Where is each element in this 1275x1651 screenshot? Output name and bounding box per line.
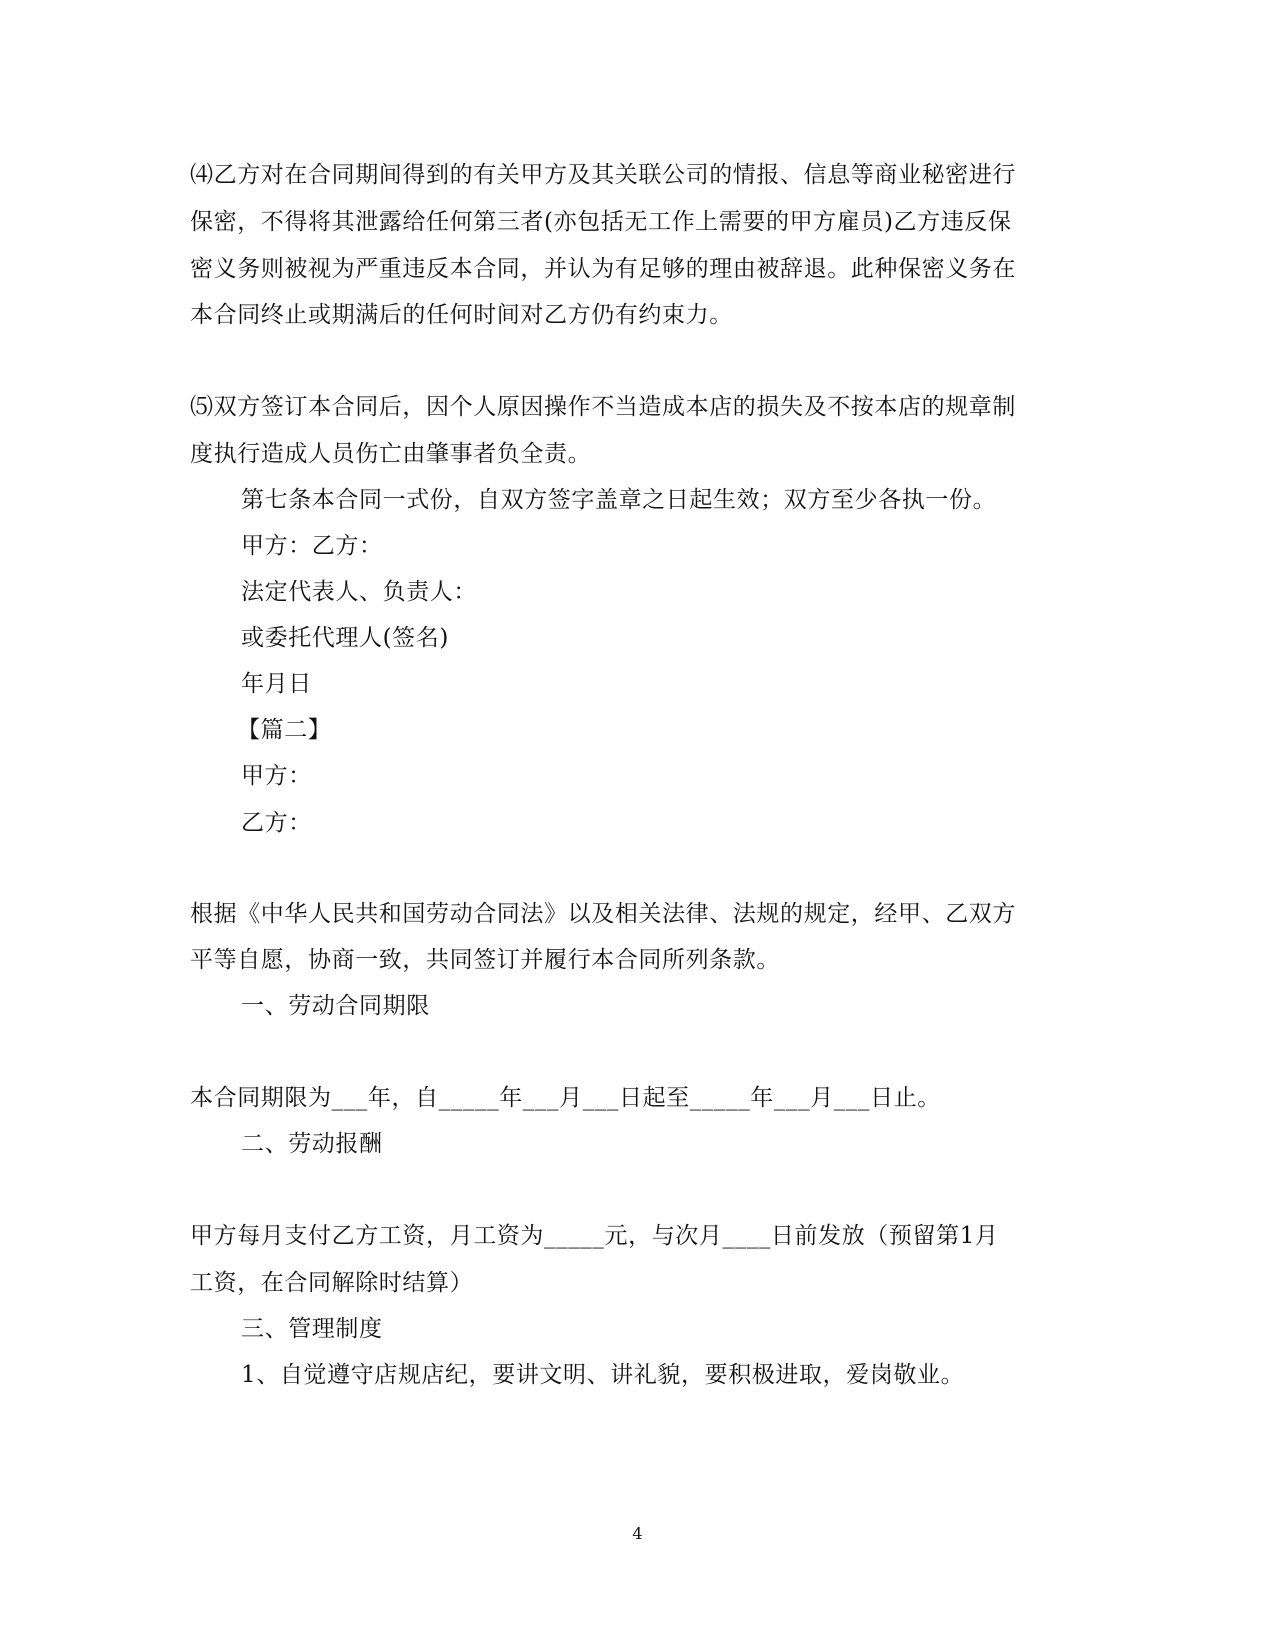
remuneration-heading: 二、劳动报酬 [241, 1131, 383, 1157]
clause-5-line-2: 度执行造成人员伤亡由肇事者负全责。 [190, 441, 592, 467]
clause-4-line-1: ⑷乙方对在合同期间得到的有关甲方及其关联公司的情报、信息等商业秘密进行 [190, 162, 1016, 188]
preamble-line-1: 根据《中华人民共和国劳动合同法》以及相关法律、法规的规定，经甲、乙双方 [190, 901, 1016, 927]
preamble-line-2: 平等自愿，协商一致，共同签订并履行本合同所列条款。 [190, 947, 780, 973]
legal-representative-line: 法定代表人、负责人： [241, 579, 477, 605]
parties-signature-line: 甲方：乙方： [241, 533, 383, 559]
page-number: 4 [632, 1524, 643, 1543]
date-line: 年月日 [241, 671, 312, 697]
party-a-line: 甲方： [241, 763, 312, 789]
management-heading: 三、管理制度 [241, 1316, 383, 1342]
remuneration-line-2: 工资，在合同解除时结算） [190, 1270, 474, 1296]
party-b-line: 乙方： [241, 810, 312, 836]
clause-4-line-3: 密义务则被视为严重违反本合同，并认为有足够的理由被辞退。此种保密义务在 [190, 256, 1016, 282]
clause-5-line-1: ⑸双方签订本合同后，因个人原因操作不当造成本店的损失及不按本店的规章制 [190, 394, 1016, 420]
remuneration-line-1: 甲方每月支付乙方工资，月工资为_____元，与次月____日前发放（预留第1月 [190, 1223, 999, 1249]
clause-4-line-2: 保密，不得将其泄露给任何第三者(亦包括无工作上需要的甲方雇员)乙方违反保 [190, 209, 1012, 235]
article-7: 第七条本合同一式份，自双方签字盖章之日起生效；双方至少各执一份。 [241, 487, 997, 513]
authorized-agent-line: 或委托代理人(签名) [241, 625, 449, 651]
management-rule-1: 1、自觉遵守店规店纪，要讲文明、讲礼貌，要积极进取，爱岗敬业。 [241, 1362, 965, 1388]
section-heading-part-two: 【篇二】 [237, 717, 332, 743]
clause-4-line-4: 本合同终止或期满后的任何时间对乙方仍有约束力。 [190, 302, 733, 328]
contract-term-heading: 一、劳动合同期限 [241, 993, 430, 1019]
contract-term-text: 本合同期限为___年，自_____年___月___日起至_____年___月___日止。 [190, 1085, 941, 1111]
